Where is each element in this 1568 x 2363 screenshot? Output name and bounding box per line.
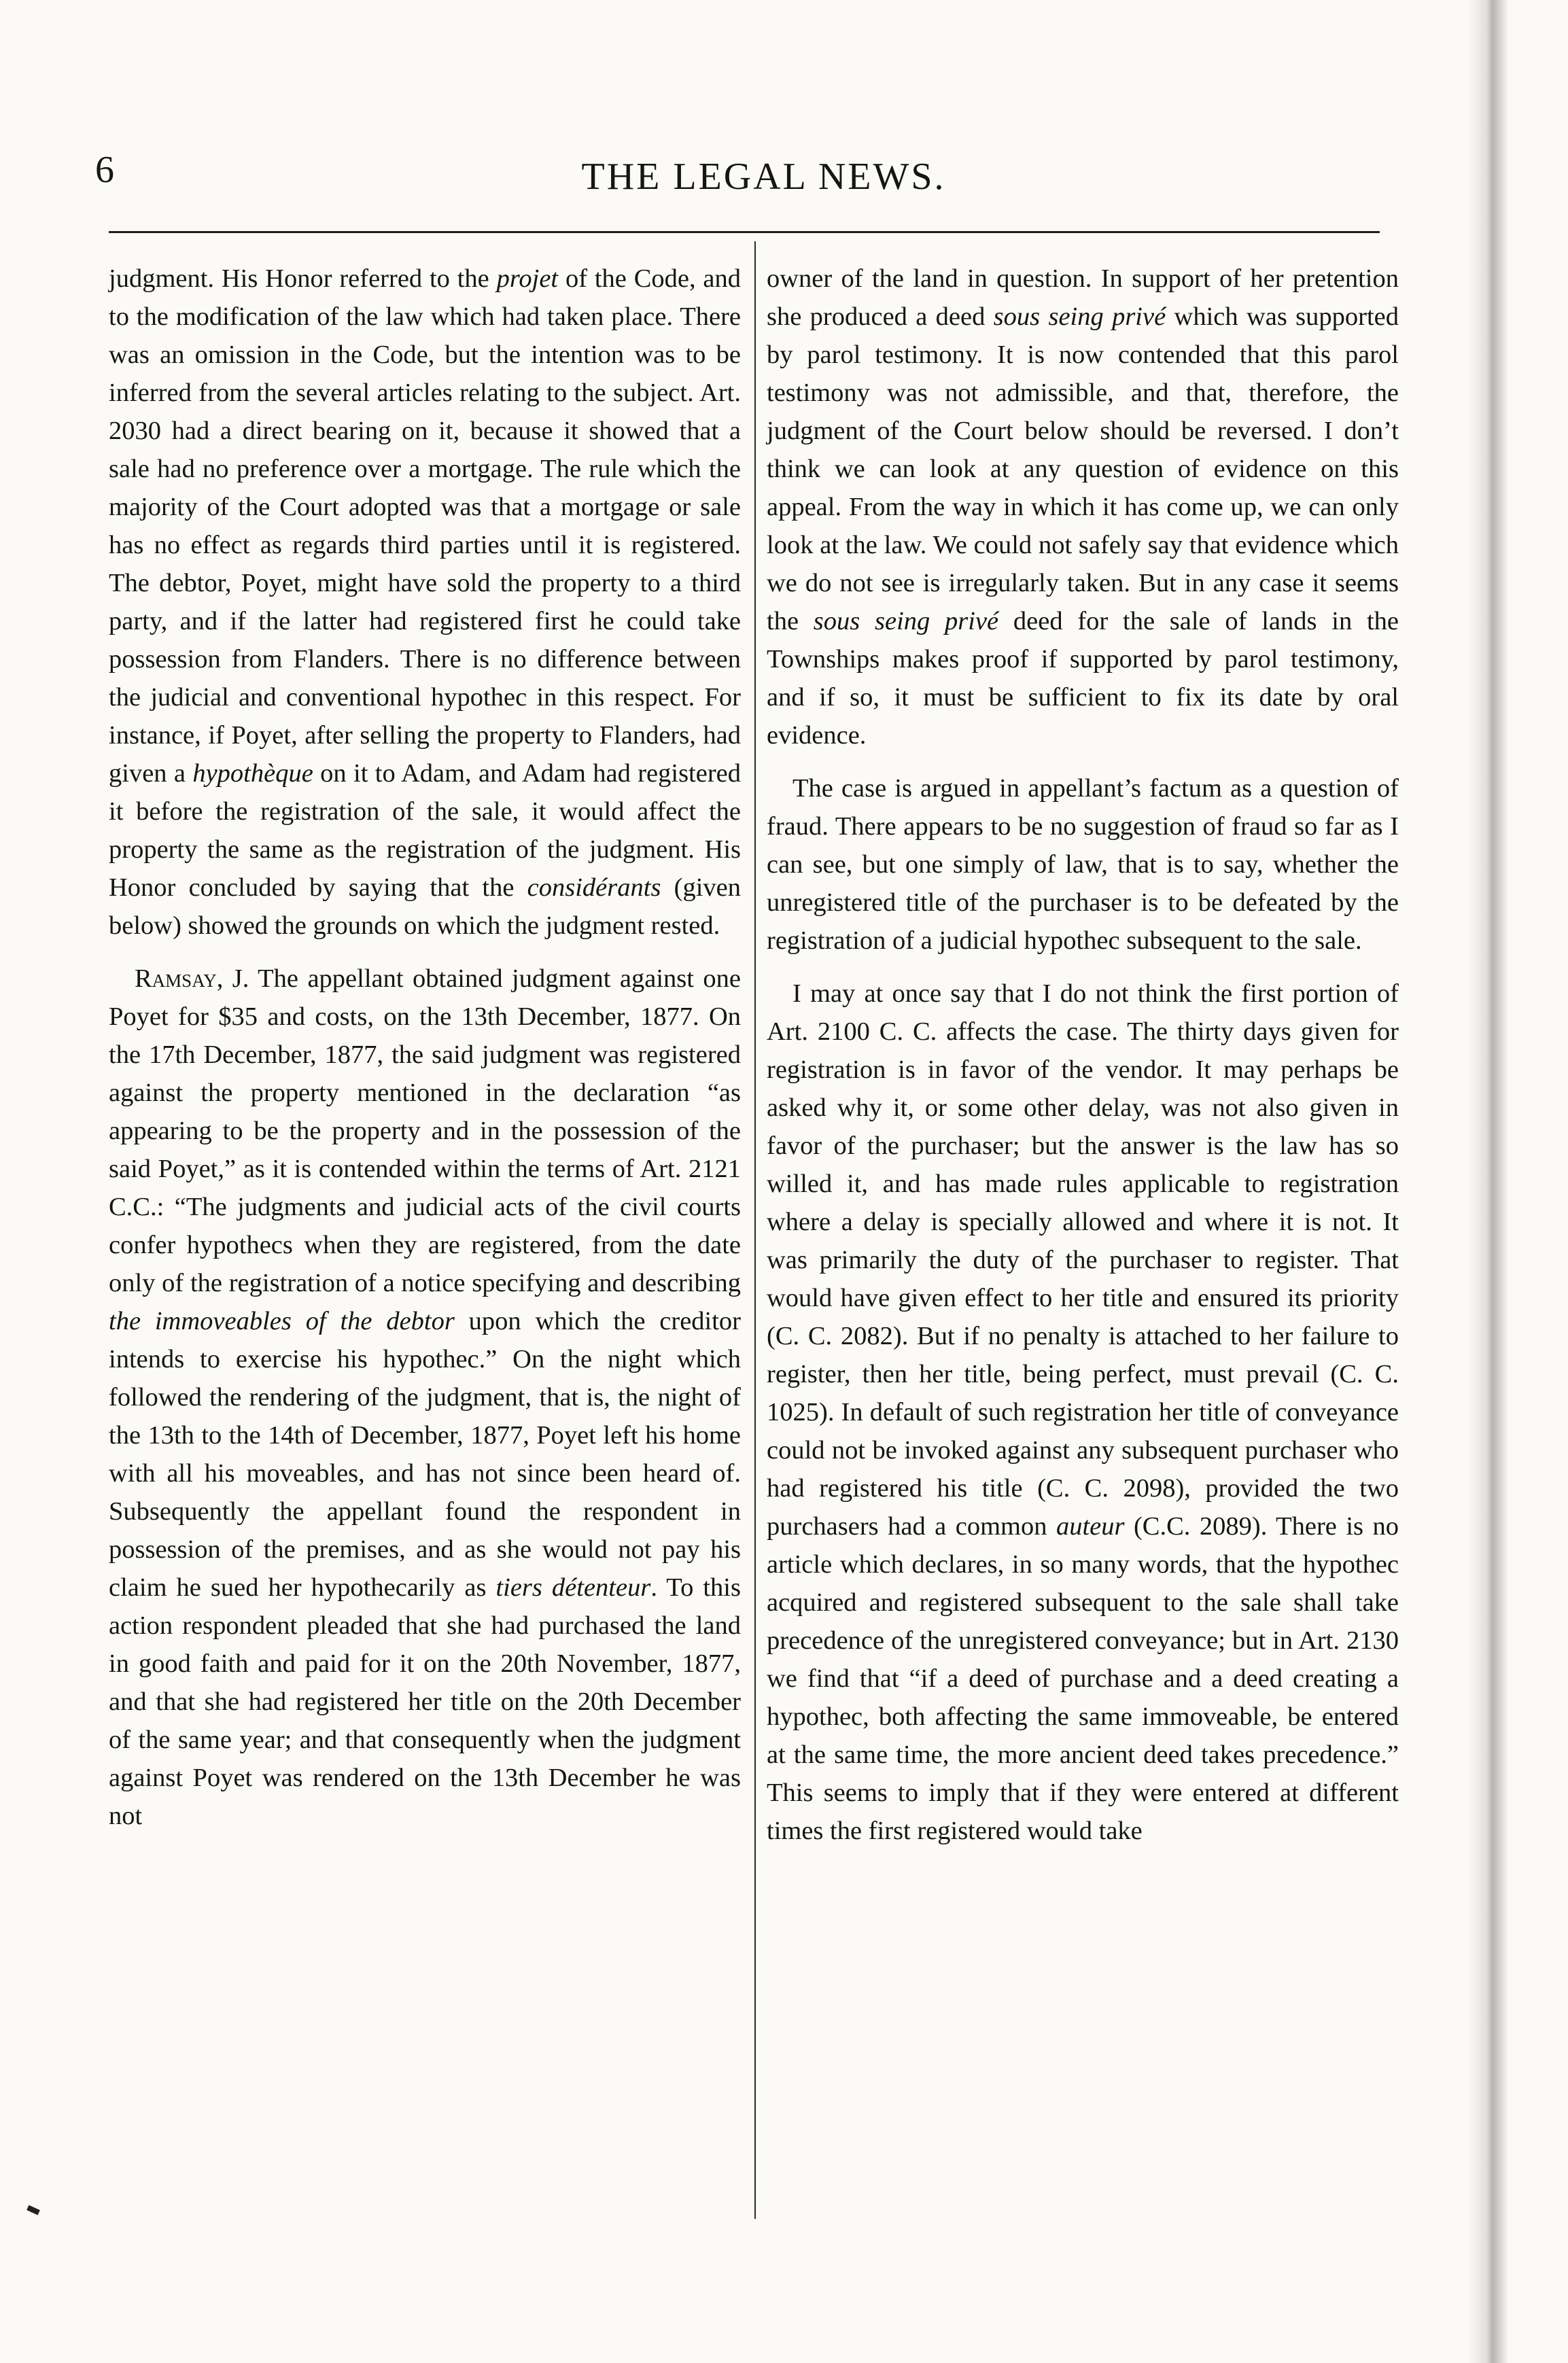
- italic-term: auteur: [1056, 1512, 1125, 1541]
- italic-term: considérants: [527, 873, 661, 902]
- text-run: upon which the creditor intends to exercise his hypothec.” On the night which followed the rendering of the judgment, that is, the night of the 13th to the 14th of December, 1877, Poyet left his home with all his moveables, and has not since been heard of. Subsequently the appellant found the respondent in possession of the premises, and as she would not pay his claim he sued her hypothecarily as: [109, 1307, 741, 1602]
- text-run: judgment. His Honor referred to the: [109, 264, 497, 293]
- judge-name: Ramsay: [135, 964, 217, 993]
- text-run: The case is argued in appellant’s factum as a question of fraud. There appears to be no suggestion of fraud so far as I can see, but one simply of law, that is to say, whether the unregistered title of the purchaser is to be defeated by the registration of a judicial hypothec subsequent to the sale.: [767, 774, 1399, 955]
- column-divider: [754, 241, 756, 2219]
- italic-term: projet: [496, 264, 559, 293]
- text-run: on it to Adam, and Adam had registered it before the registration of the sale, it would affect the property the same as the registration of the judgment. His Honor concluded by saying that the: [109, 759, 742, 902]
- scan-edge-shadow: [1468, 0, 1509, 2363]
- header-rule: [109, 231, 1380, 233]
- text-run: which was supported by parol testimony. It is now contended that this parol testimony was not admissible, and that, therefore, the judgment of the Court below should be reversed. I don’t think we can look at any question of evidence on this appeal. From the way in which it has come up, we can only look at the law. We could not safely say that evidence which we do not see is irregularly taken. But in any case it seems the: [767, 302, 1399, 635]
- right-paragraph-2: [767, 769, 1399, 960]
- italic-term: sous seing privé: [993, 302, 1166, 331]
- italic-term: the immoveables of the debtor: [109, 1307, 455, 1335]
- italic-term: tiers détenteur: [495, 1573, 651, 1602]
- page-number: 6: [95, 149, 114, 191]
- text-run: of the Code, and to the modification of the law which had taken place. There was an omission in the Code, but the intention was to be inferred from the several articles relating to the subject. Art. 2030 had a direct bearing on it, because it showed that a sale had no preference over a mortgage. The rule which the majority of the Court adopted was that a mortgage or sale has no effect as regards third parties until it is registered. The debtor, Poyet, might have sold the property to a third party, and if the latter had registered first he could take possession from Flanders. There is no difference between the judicial and conventional hypothec in this respect. For instance, if Poyet, after selling the property to Flanders, had given a: [109, 264, 741, 788]
- right-column: [767, 260, 1399, 1850]
- italic-term: sous seing privé: [813, 607, 999, 635]
- text-run: (C.C. 2089). There is no article which declares, in so many words, that the hypothec acquired and registered subsequent to the sale shall take precedence of the unregistered conveyance; but in Art. 2130 we find that “if a deed of purchase and a deed creating a hypothec, both affecting the same immoveable, be entered at the same time, the more ancient deed takes precedence.” This seems to imply that if they were entered at different times the first registered would take: [767, 1512, 1399, 1845]
- text-run: , J. The appellant obtained judgment against one Poyet for $35 and costs, on the 13th December, 1877. On the 17th December, 1877, the said judgment was registered against the property mentioned in the declaration “as appearing to be the property and in the possession of the said Poyet,” as it is contended within the terms of Art. 2121 C.C.: “The judgments and judicial acts of the civil courts confer hypothecs when they are registered, from the date only of the registration of a notice specifying and describing: [109, 964, 741, 1297]
- right-paragraph-3: [767, 975, 1399, 1850]
- text-run: I may at once say that I do not think the first portion of Art. 2100 C. C. affects the case. The thirty days given for registration is in favor of the vendor. It may perhaps be asked why it, or some other delay, was not also given in favor of the purchaser; but the answer is the law has so willed it, and has made rules applicable to registration where a delay is specially allowed and where it is not. It was primarily the duty of the purchaser to register. That would have given effect to her title and ensured its priority (C. C. 2082). But if no penalty is attached to her failure to register, then her title, being perfect, must prevail (C. C. 1025). In default of such registration her title of conveyance could not be invoked against any subsequent purchaser who had registered his title (C. C. 2098), provided the two purchasers had a common: [767, 979, 1399, 1541]
- italic-term: hypothèque: [192, 759, 313, 788]
- text-run: owner of the land in question. In support of her pretention she produced a deed: [767, 264, 1399, 331]
- left-paragraph-1: [109, 260, 741, 945]
- left-column: [109, 260, 741, 1835]
- text-run: (given below) showed the grounds on which the judgment rested.: [109, 873, 742, 940]
- left-paragraph-2: [109, 960, 741, 1835]
- text-run: . To this action respondent pleaded that she had purchased the land in good faith and paid for it on the 20th November, 1877, and that she had registered her title on the 20th December of the same year; and that consequently when the judgment against Poyet was rendered on the 13th December he was not: [109, 1573, 741, 1830]
- running-head-title: THE LEGAL NEWS.: [581, 156, 946, 198]
- right-paragraph-1: [767, 260, 1399, 754]
- margin-mark: [27, 2205, 40, 2216]
- text-run: deed for the sale of lands in the Townships makes proof if supported by parol testimony, and if so, it must be sufficient to fix its date by oral evidence.: [767, 607, 1399, 750]
